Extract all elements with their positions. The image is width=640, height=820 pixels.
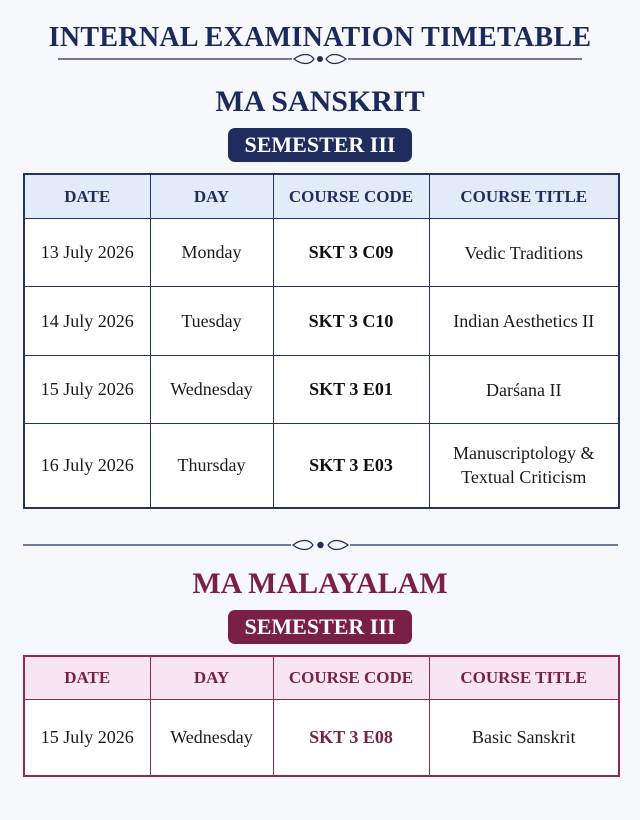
program-title-malayalam: MA MALAYALAM	[192, 567, 448, 600]
column-header-day: DAY	[150, 656, 273, 700]
section-divider	[23, 538, 618, 552]
cell-course-title: Manuscriptology & Textual Criticism	[429, 424, 619, 508]
cell-course-code: SKT 3 E03	[273, 424, 429, 508]
column-header-date: DATE	[24, 174, 150, 219]
cell-day: Monday	[150, 219, 273, 287]
table-row	[24, 356, 619, 424]
semester-badge-sanskrit: SEMESTER III	[228, 128, 412, 162]
cell-course-code: SKT 3 E08	[273, 700, 429, 776]
cell-date: 15 July 2026	[24, 700, 150, 776]
cell-course-code: SKT 3 C09	[273, 219, 429, 287]
semester-badge-malayalam: SEMESTER III	[228, 610, 412, 644]
table-row	[24, 700, 619, 776]
column-header-course-title: COURSE TITLE	[429, 174, 619, 219]
cell-day: Wednesday	[150, 356, 273, 424]
column-header-course-title: COURSE TITLE	[429, 656, 619, 700]
title-underline	[58, 58, 582, 60]
cell-course-title: Darśana II	[429, 356, 619, 424]
column-header-day: DAY	[150, 174, 273, 219]
table-header-row	[24, 174, 619, 219]
cell-date: 14 July 2026	[24, 287, 150, 356]
cell-date: 13 July 2026	[24, 219, 150, 287]
timetable-table-malayalam	[23, 655, 620, 777]
cell-day: Wednesday	[150, 700, 273, 776]
cell-course-title: Indian Aesthetics II	[429, 287, 619, 356]
page-title: INTERNAL EXAMINATION TIMETABLE	[48, 22, 592, 53]
cell-day: Thursday	[150, 424, 273, 508]
column-header-course-code: COURSE CODE	[273, 656, 429, 700]
cell-course-code: SKT 3 E01	[273, 356, 429, 424]
table-header-row	[24, 656, 619, 700]
column-header-date: DATE	[24, 656, 150, 700]
cell-date: 16 July 2026	[24, 424, 150, 508]
cell-date: 15 July 2026	[24, 356, 150, 424]
cell-day: Tuesday	[150, 287, 273, 356]
timetable-table-sanskrit	[23, 173, 620, 509]
cell-course-title: Basic Sanskrit	[429, 700, 619, 776]
program-title-sanskrit: MA SANSKRIT	[215, 85, 425, 118]
table-row	[24, 424, 619, 508]
ornament-flourish-icon	[58, 53, 582, 65]
table-row	[24, 287, 619, 356]
ornament-flourish-icon	[23, 538, 618, 552]
cell-course-title: Vedic Traditions	[429, 219, 619, 287]
cell-course-code: SKT 3 C10	[273, 287, 429, 356]
table-row	[24, 219, 619, 287]
column-header-course-code: COURSE CODE	[273, 174, 429, 219]
